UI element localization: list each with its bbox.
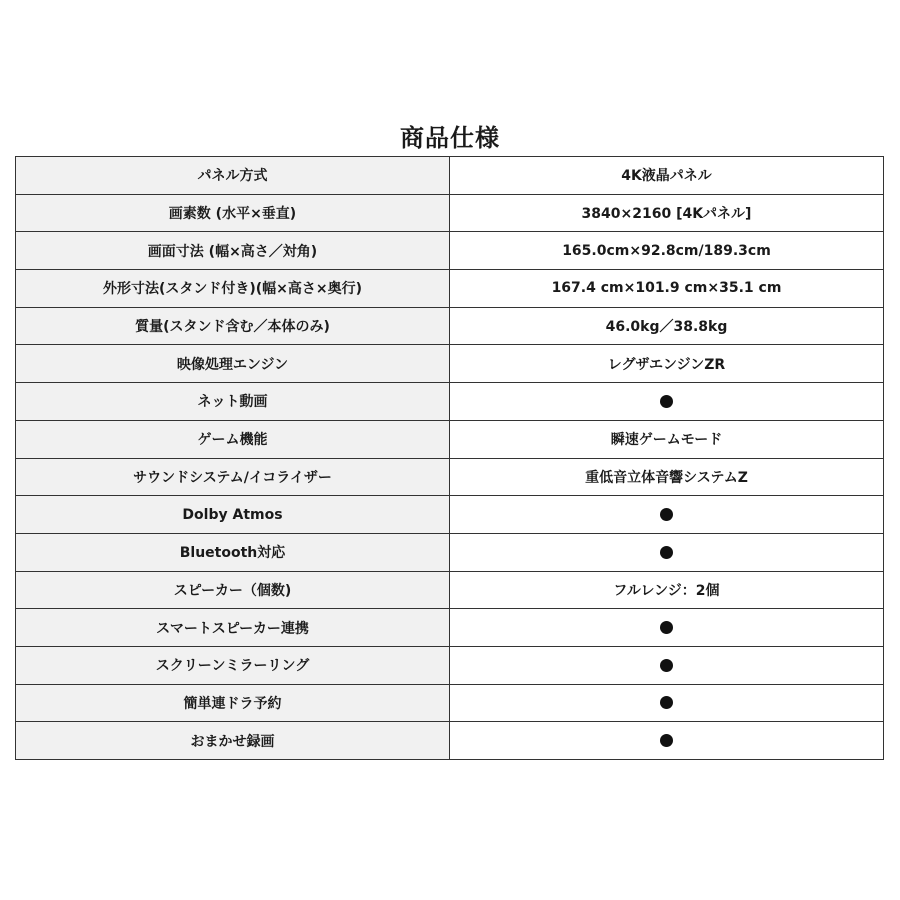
spec-value: 瞬速ゲームモード bbox=[450, 420, 884, 458]
spec-label: サウンドシステム/イコライザー bbox=[16, 458, 450, 496]
table-row bbox=[16, 157, 884, 195]
table-row bbox=[16, 722, 884, 760]
spec-label: 外形寸法(スタンド付き)(幅×高さ×奥行) bbox=[16, 270, 450, 308]
supported-dot-icon bbox=[660, 734, 673, 747]
table-row bbox=[16, 533, 884, 571]
spec-value bbox=[450, 684, 884, 722]
table-row bbox=[16, 232, 884, 270]
spec-value: レグザエンジンZR bbox=[450, 345, 884, 383]
spec-value bbox=[450, 646, 884, 684]
table-row bbox=[16, 684, 884, 722]
spec-table bbox=[15, 156, 884, 760]
spec-label: 映像処理エンジン bbox=[16, 345, 450, 383]
spec-label: 画素数 (水平×垂直) bbox=[16, 194, 450, 232]
table-row bbox=[16, 496, 884, 534]
spec-label: パネル方式 bbox=[16, 157, 450, 195]
spec-value: 167.4 cm×101.9 cm×35.1 cm bbox=[450, 270, 884, 308]
spec-label: ネット動画 bbox=[16, 383, 450, 421]
spec-label: Dolby Atmos bbox=[16, 496, 450, 534]
table-row bbox=[16, 646, 884, 684]
spec-label: スクリーンミラーリング bbox=[16, 646, 450, 684]
spec-value: 46.0kg／38.8kg bbox=[450, 307, 884, 345]
supported-dot-icon bbox=[660, 395, 673, 408]
table-row bbox=[16, 307, 884, 345]
supported-dot-icon bbox=[660, 508, 673, 521]
spec-value: 4K液晶パネル bbox=[450, 157, 884, 195]
spec-label: スマートスピーカー連携 bbox=[16, 609, 450, 647]
supported-dot-icon bbox=[660, 546, 673, 559]
spec-label: 簡単連ドラ予約 bbox=[16, 684, 450, 722]
table-row bbox=[16, 571, 884, 609]
spec-label: 質量(スタンド含む／本体のみ) bbox=[16, 307, 450, 345]
page-title: 商品仕様 bbox=[400, 124, 500, 152]
spec-value bbox=[450, 533, 884, 571]
table-row bbox=[16, 345, 884, 383]
supported-dot-icon bbox=[660, 696, 673, 709]
table-row bbox=[16, 609, 884, 647]
spec-value bbox=[450, 383, 884, 421]
table-row bbox=[16, 383, 884, 421]
supported-dot-icon bbox=[660, 621, 673, 634]
table-row bbox=[16, 270, 884, 308]
spec-label: Bluetooth対応 bbox=[16, 533, 450, 571]
supported-dot-icon bbox=[660, 659, 673, 672]
spec-label: ゲーム機能 bbox=[16, 420, 450, 458]
spec-value: 重低音立体音響システムZ bbox=[450, 458, 884, 496]
spec-label: スピーカー（個数) bbox=[16, 571, 450, 609]
spec-value: 3840×2160 [4Kパネル] bbox=[450, 194, 884, 232]
spec-value: 165.0cm×92.8cm/189.3cm bbox=[450, 232, 884, 270]
table-row bbox=[16, 420, 884, 458]
spec-value: フルレンジ：2個 bbox=[450, 571, 884, 609]
spec-value bbox=[450, 496, 884, 534]
spec-value bbox=[450, 609, 884, 647]
spec-label: おまかせ録画 bbox=[16, 722, 450, 760]
table-row bbox=[16, 458, 884, 496]
spec-table-body bbox=[16, 157, 884, 760]
spec-value bbox=[450, 722, 884, 760]
spec-label: 画面寸法 (幅×高さ／対角) bbox=[16, 232, 450, 270]
table-row bbox=[16, 194, 884, 232]
